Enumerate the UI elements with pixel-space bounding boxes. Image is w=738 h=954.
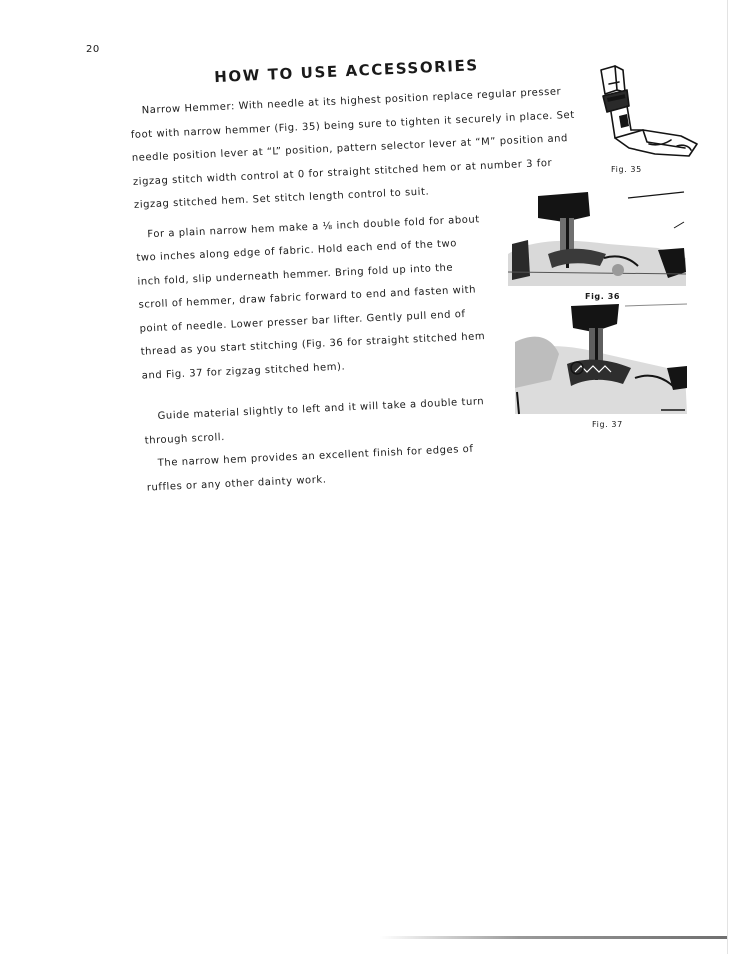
- paragraph-plain-narrow-hem: For a plain narrow hem make a ⅛ inch double fold for about two inches along edge of fabric. Hold each end of the two inch fold, slip underneath hemmer. Bring fold up into the scroll of hemmer, draw fabric forward to end and fasten with point of needle. Lower presser bar lifter. Gently pull end of thread as you start stitching (Fig. 36 for straight stitched hem and Fig. 37 for zigzag stitched hem).: [136, 213, 486, 382]
- narrow-hemmer-foot-icon: [585, 60, 705, 170]
- fig-35-caption: Fig. 35: [611, 165, 642, 174]
- paragraph-guide-material: Guide material slightly to left and it will take a double turn through scroll.: [144, 396, 485, 447]
- fig-36-caption: Fig. 36: [585, 292, 621, 301]
- straight-stitched-hem-photo: [508, 188, 688, 290]
- fig-37-caption: Fig. 37: [592, 420, 623, 429]
- section-title: HOW TO USE ACCESSORIES: [213, 56, 480, 87]
- page-number: 20: [86, 44, 100, 55]
- paragraph-narrow-hem-finish: The narrow hem provides an excellent finish for edges of ruffles or any other dainty work.: [146, 443, 474, 494]
- zigzag-stitched-hem-photo: [515, 302, 690, 420]
- bottom-edge-rule: [380, 936, 728, 939]
- page-edge-line: [727, 0, 728, 954]
- paragraph-narrow-hemmer: Narrow Hemmer: With needle at its highest position replace regular presser foot with narrow hemmer (Fig. 35) being sure to tighten it securely in place. Set needle position lever at “L” position, pattern selector lever at “M” position and zigzag stitch width control at 0 for straight stitched hem or at number 3 for zigzag stitched hem. Set stitch length control to suit.: [130, 86, 575, 211]
